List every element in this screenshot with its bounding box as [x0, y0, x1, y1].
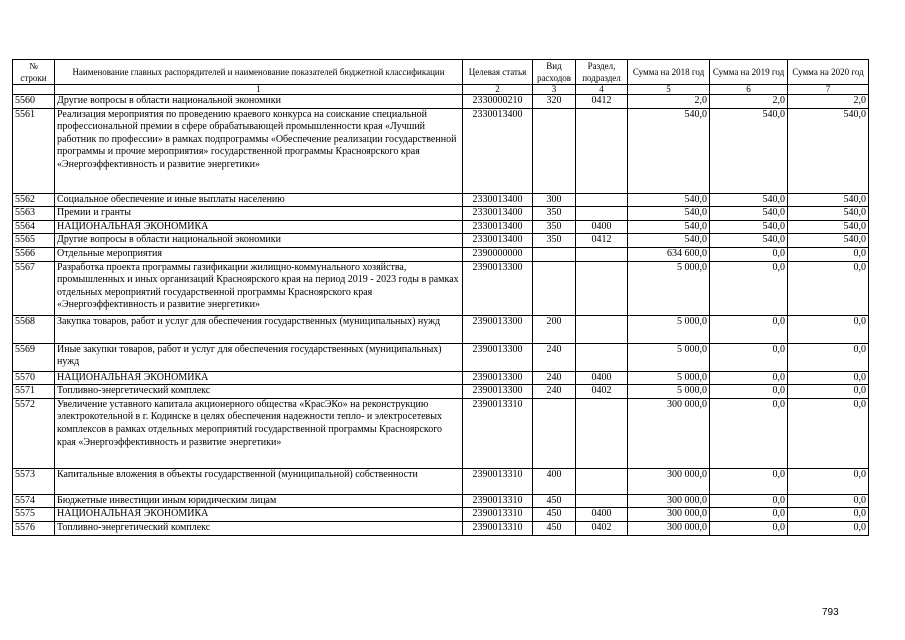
- row-exp-type: 450: [533, 494, 576, 508]
- row-number: 5569: [13, 343, 55, 371]
- row-target: 2390013300: [463, 343, 533, 371]
- row-name: Закупка товаров, работ и услуг для обеспечения государственных (муниципальных) нужд: [55, 315, 463, 343]
- row-exp-type: 450: [533, 521, 576, 535]
- row-exp-type: 320: [533, 95, 576, 109]
- row-name: НАЦИОНАЛЬНАЯ ЭКОНОМИКА: [55, 220, 463, 234]
- row-number: 5573: [13, 468, 55, 494]
- table-row: [13, 207, 869, 221]
- row-target: 2390013310: [463, 508, 533, 522]
- row-section: 0400: [576, 508, 628, 522]
- row-name: Иные закупки товаров, работ и услуг для обеспечения государственных (муниципальных) нужд: [55, 343, 463, 371]
- row-sum-2020: 540,0: [788, 234, 869, 248]
- row-name: Топливно-энергетический комплекс: [55, 385, 463, 399]
- row-number: 5564: [13, 220, 55, 234]
- row-sum-2020: 0,0: [788, 315, 869, 343]
- row-target: 2330013400: [463, 193, 533, 207]
- row-exp-type: 240: [533, 343, 576, 371]
- row-name: Другие вопросы в области национальной экономики: [55, 95, 463, 109]
- row-section: [576, 207, 628, 221]
- column-number-row: [13, 85, 869, 95]
- row-target: 2390013310: [463, 398, 533, 468]
- table-row: [13, 385, 869, 399]
- table-row: [13, 343, 869, 371]
- row-target: 2390013300: [463, 315, 533, 343]
- row-sum-2020: 540,0: [788, 108, 869, 193]
- table-row: [13, 108, 869, 193]
- row-sum-2018: 300 000,0: [628, 494, 710, 508]
- row-sum-2020: 540,0: [788, 220, 869, 234]
- row-sum-2018: 540,0: [628, 207, 710, 221]
- header-section: Раздел, подраздел: [576, 60, 628, 85]
- header-sum-2019: Сумма на 2019 год: [710, 60, 788, 85]
- row-sum-2020: 0,0: [788, 371, 869, 385]
- row-target: 2390013300: [463, 261, 533, 315]
- row-name: Другие вопросы в области национальной экономики: [55, 234, 463, 248]
- row-number: 5565: [13, 234, 55, 248]
- table-row: [13, 398, 869, 468]
- row-section: 0400: [576, 371, 628, 385]
- row-section: [576, 315, 628, 343]
- row-number: 5575: [13, 508, 55, 522]
- row-sum-2018: 300 000,0: [628, 468, 710, 494]
- row-sum-2019: 540,0: [710, 207, 788, 221]
- row-name: Реализация мероприятия по проведению краевого конкурса на соискание специальной профессиональной премии в сфере обрабатывающей промышленности края «Лучший работник по профессии» в рамках подпрограммы «Обеспечение реализации государственной программы и прочие мероприятия» государственной программы Красноярского края «Энергоэффективность и развитие энергетики»: [55, 108, 463, 193]
- row-sum-2019: 2,0: [710, 95, 788, 109]
- row-sum-2020: 540,0: [788, 193, 869, 207]
- row-section: [576, 108, 628, 193]
- row-exp-type: 240: [533, 385, 576, 399]
- col-number: 6: [710, 85, 788, 95]
- row-number: 5561: [13, 108, 55, 193]
- header-target: Целевая статья: [463, 60, 533, 85]
- row-target: 2330000210: [463, 95, 533, 109]
- row-sum-2018: 300 000,0: [628, 521, 710, 535]
- row-exp-type: 350: [533, 234, 576, 248]
- row-target: 2330013400: [463, 234, 533, 248]
- row-section: [576, 494, 628, 508]
- row-target: 2330013400: [463, 108, 533, 193]
- row-section: [576, 193, 628, 207]
- header-sum-2018: Сумма на 2018 год: [628, 60, 710, 85]
- row-exp-type: [533, 247, 576, 261]
- row-section: 0400: [576, 220, 628, 234]
- row-section: [576, 468, 628, 494]
- row-sum-2018: 5 000,0: [628, 261, 710, 315]
- row-sum-2018: 540,0: [628, 234, 710, 248]
- row-exp-type: 350: [533, 207, 576, 221]
- row-name: Отдельные мероприятия: [55, 247, 463, 261]
- row-target: 2390013310: [463, 468, 533, 494]
- row-sum-2018: 5 000,0: [628, 385, 710, 399]
- row-number: 5562: [13, 193, 55, 207]
- header-exp-type: Вид расходов: [533, 60, 576, 85]
- row-number: 5576: [13, 521, 55, 535]
- row-section: 0412: [576, 95, 628, 109]
- table-row: [13, 508, 869, 522]
- row-sum-2018: 2,0: [628, 95, 710, 109]
- row-sum-2020: 0,0: [788, 468, 869, 494]
- row-sum-2019: 0,0: [710, 315, 788, 343]
- row-target: 2330013400: [463, 220, 533, 234]
- row-exp-type: [533, 108, 576, 193]
- table-row: [13, 193, 869, 207]
- row-number: 5566: [13, 247, 55, 261]
- row-sum-2019: 0,0: [710, 261, 788, 315]
- row-number: 5567: [13, 261, 55, 315]
- row-sum-2020: 0,0: [788, 494, 869, 508]
- row-sum-2019: 0,0: [710, 521, 788, 535]
- row-number: 5571: [13, 385, 55, 399]
- row-section: [576, 261, 628, 315]
- row-number: 5560: [13, 95, 55, 109]
- col-number: 5: [628, 85, 710, 95]
- table-row: [13, 468, 869, 494]
- row-sum-2019: 0,0: [710, 468, 788, 494]
- col-number: [13, 85, 55, 95]
- row-exp-type: 200: [533, 315, 576, 343]
- table-row: [13, 261, 869, 315]
- header-row: [13, 60, 869, 85]
- row-exp-type: 400: [533, 468, 576, 494]
- row-number: 5574: [13, 494, 55, 508]
- row-number: 5570: [13, 371, 55, 385]
- row-exp-type: 300: [533, 193, 576, 207]
- row-exp-type: 240: [533, 371, 576, 385]
- row-sum-2018: 300 000,0: [628, 508, 710, 522]
- row-name: НАЦИОНАЛЬНАЯ ЭКОНОМИКА: [55, 371, 463, 385]
- row-sum-2019: 0,0: [710, 494, 788, 508]
- row-name: Капитальные вложения в объекты государственной (муниципальной) собственности: [55, 468, 463, 494]
- col-number: 3: [533, 85, 576, 95]
- row-section: 0402: [576, 385, 628, 399]
- row-section: [576, 247, 628, 261]
- table-row: [13, 494, 869, 508]
- row-sum-2019: 0,0: [710, 508, 788, 522]
- row-sum-2018: 5 000,0: [628, 343, 710, 371]
- row-sum-2020: 0,0: [788, 398, 869, 468]
- table-row: [13, 95, 869, 109]
- row-name: НАЦИОНАЛЬНАЯ ЭКОНОМИКА: [55, 508, 463, 522]
- row-target: 2390013300: [463, 385, 533, 399]
- row-section: [576, 343, 628, 371]
- row-sum-2018: 634 600,0: [628, 247, 710, 261]
- row-sum-2020: 0,0: [788, 343, 869, 371]
- col-number: 2: [463, 85, 533, 95]
- page-number: 793: [822, 607, 839, 618]
- header-row-no: № строки: [13, 60, 55, 85]
- row-name: Топливно-энергетический комплекс: [55, 521, 463, 535]
- row-sum-2018: 540,0: [628, 108, 710, 193]
- row-exp-type: 350: [533, 220, 576, 234]
- header-sum-2020: Сумма на 2020 год: [788, 60, 869, 85]
- row-sum-2018: 300 000,0: [628, 398, 710, 468]
- row-sum-2020: 540,0: [788, 207, 869, 221]
- row-sum-2018: 540,0: [628, 220, 710, 234]
- row-sum-2020: 0,0: [788, 261, 869, 315]
- col-number: 4: [576, 85, 628, 95]
- row-sum-2020: 0,0: [788, 385, 869, 399]
- row-section: 0402: [576, 521, 628, 535]
- row-sum-2018: 5 000,0: [628, 315, 710, 343]
- row-target: 2390000000: [463, 247, 533, 261]
- row-sum-2019: 540,0: [710, 193, 788, 207]
- row-target: 2330013400: [463, 207, 533, 221]
- row-exp-type: [533, 261, 576, 315]
- table-row: [13, 247, 869, 261]
- row-sum-2020: 0,0: [788, 521, 869, 535]
- row-target: 2390013310: [463, 494, 533, 508]
- row-target: 2390013310: [463, 521, 533, 535]
- budget-table: [12, 59, 869, 536]
- row-name: Увеличение уставного капитала акционерного общества «КрасЭКо» на реконструкцию электрокотельной в г. Кодинске в целях обеспечения надежности тепло- и электросетевых комплексов в рамках отдельных мероприятий государственной программы Красноярского края «Энергоэффективность и развитие энергетики»: [55, 398, 463, 468]
- row-sum-2018: 5 000,0: [628, 371, 710, 385]
- row-sum-2019: 0,0: [710, 398, 788, 468]
- row-exp-type: [533, 398, 576, 468]
- table-row: [13, 234, 869, 248]
- row-sum-2019: 540,0: [710, 108, 788, 193]
- row-sum-2020: 2,0: [788, 95, 869, 109]
- row-target: 2390013300: [463, 371, 533, 385]
- row-sum-2018: 540,0: [628, 193, 710, 207]
- row-sum-2019: 540,0: [710, 220, 788, 234]
- row-number: 5572: [13, 398, 55, 468]
- row-section: [576, 398, 628, 468]
- row-sum-2020: 0,0: [788, 247, 869, 261]
- row-sum-2019: 0,0: [710, 247, 788, 261]
- row-exp-type: 450: [533, 508, 576, 522]
- row-name: Разработка проекта программы газификации жилищно-коммунального хозяйства, промышленных и иных организаций Красноярского края на период 2019 - 2023 годы в рамках отдельных мероприятий государственной программы Красноярского края «Энергоэффективность и развитие энергетики»: [55, 261, 463, 315]
- row-number: 5568: [13, 315, 55, 343]
- table-row: [13, 371, 869, 385]
- row-sum-2019: 0,0: [710, 385, 788, 399]
- row-name: Социальное обеспечение и иные выплаты населению: [55, 193, 463, 207]
- col-number: 1: [55, 85, 463, 95]
- table-row: [13, 315, 869, 343]
- row-sum-2020: 0,0: [788, 508, 869, 522]
- row-sum-2019: 0,0: [710, 371, 788, 385]
- col-number: 7: [788, 85, 869, 95]
- row-sum-2019: 540,0: [710, 234, 788, 248]
- row-sum-2019: 0,0: [710, 343, 788, 371]
- row-name: Бюджетные инвестиции иным юридическим лицам: [55, 494, 463, 508]
- row-name: Премии и гранты: [55, 207, 463, 221]
- header-name: Наименование главных распорядителей и наименование показателей бюджетной классификации: [55, 60, 463, 85]
- table-row: [13, 521, 869, 535]
- row-section: 0412: [576, 234, 628, 248]
- table-row: [13, 220, 869, 234]
- row-number: 5563: [13, 207, 55, 221]
